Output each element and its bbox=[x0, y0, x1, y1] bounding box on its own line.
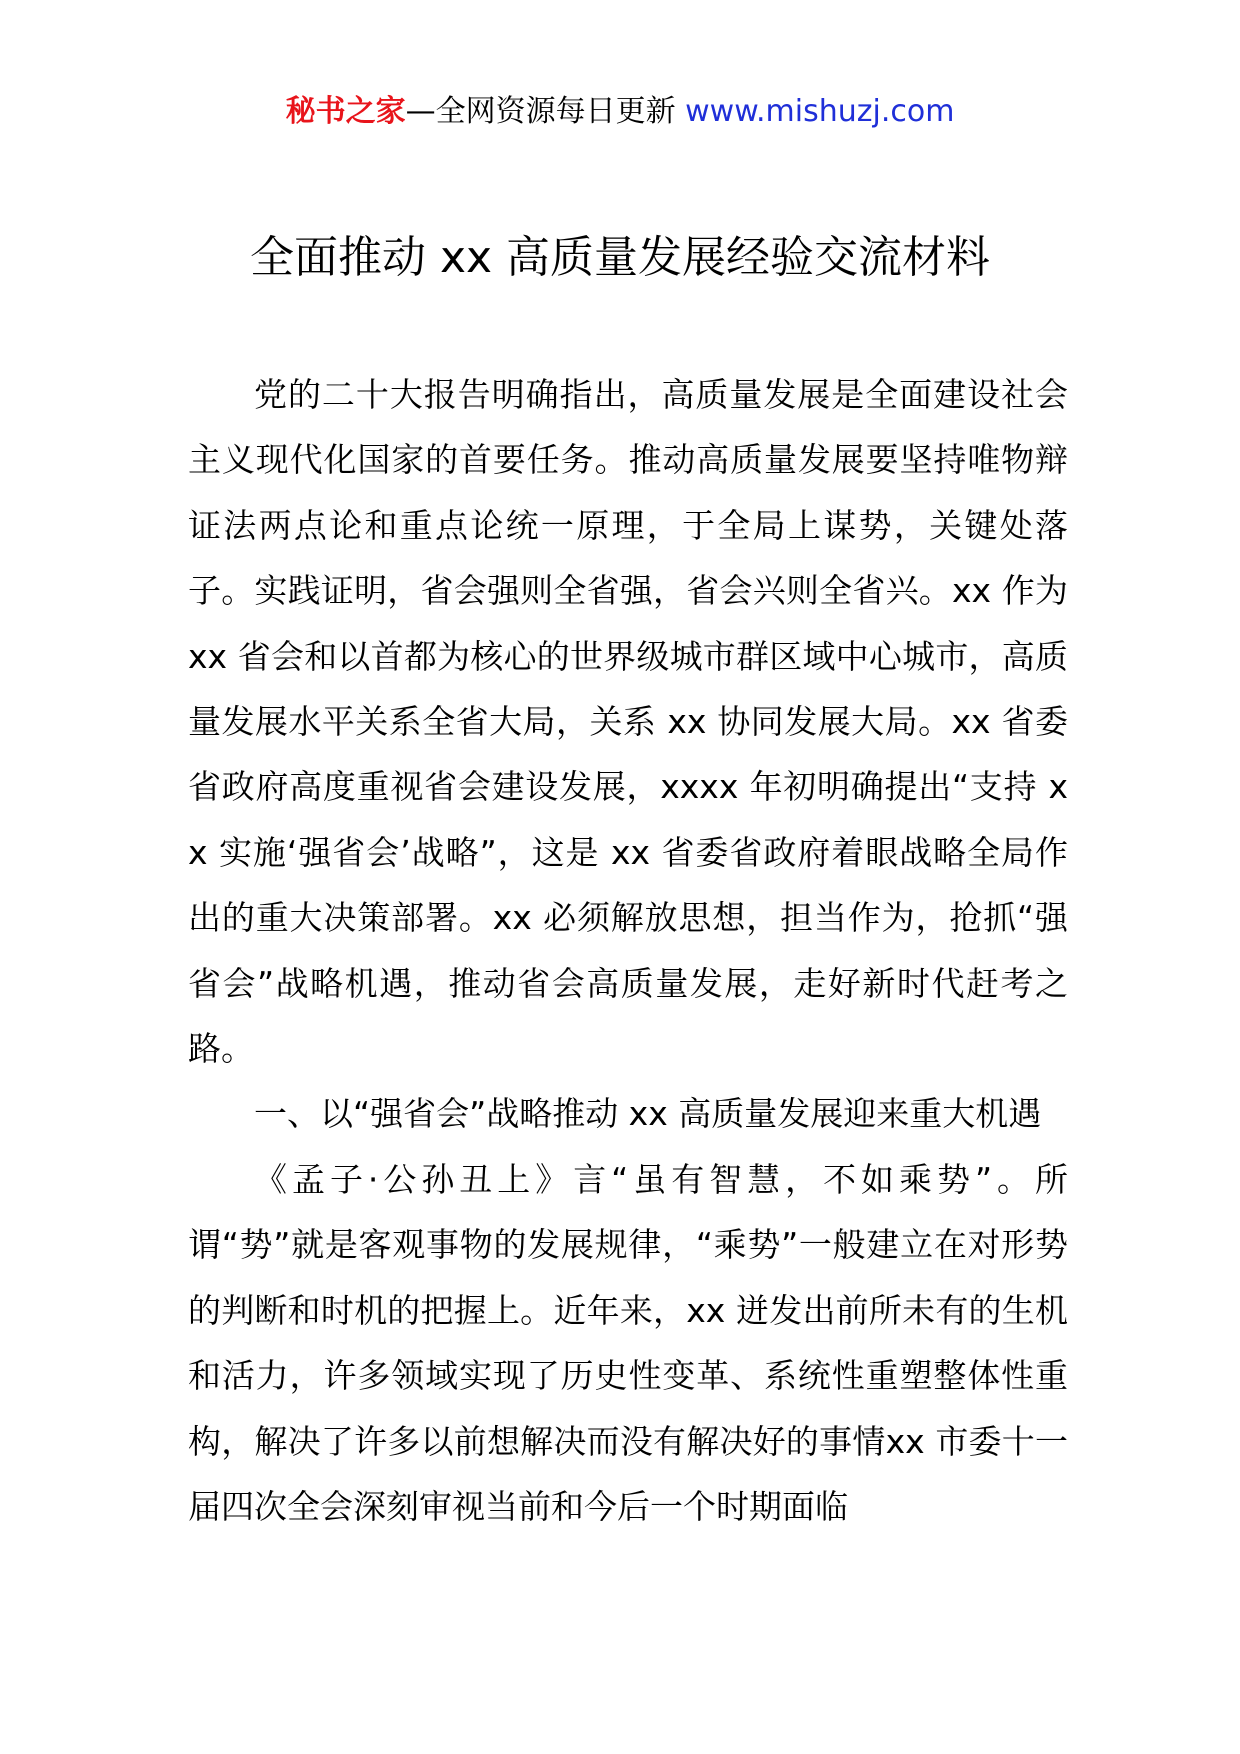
body-paragraph: 党的二十大报告明确指出，高质量发展是全面建设社会主义现代化国家的首要任务。推动高质量发展要坚持唯物辩证法两点论和重点论统一原理，于全局上谋势，关键处落子。实践证明，省会强则全省强，省会兴则全省兴。xx 作为 xx 省会和以首都为核心的世界级城市群区域中心城市，高质量发展水平关系全省大局，关系 xx 协同发展大局。xx 省委省政府高度重视省会建设发展，xxxx 年初明确提出“支持 xx 实施‘强省会’战略”，这是 xx 省委省政府着眼战略全局作出的重大决策部署。xx 必须解放思想，担当作为，抢抓“强省会”战略机遇，推动省会高质量发展，走好新时代赶考之路。 bbox=[188, 375, 1068, 1069]
site-brand: 秘书之家 bbox=[285, 94, 406, 129]
site-tagline: —全网资源每日更新 bbox=[405, 94, 686, 129]
body-paragraph: 《孟子·公孙丑上》言“虽有智慧，不如乘势”。所谓“势”就是客观事物的发展规律，“乘势”一般建立在对形势的判断和时机的把握上。近年来，xx 迸发出前所未有的生机和活力，许多领域实现了历史性变革、系统性重塑整体性重构，解决了许多以前想解决而没有解决好的事情xx 市委十一届四次全会深刻审视当前和今后一个时期面临 bbox=[188, 1159, 1068, 1526]
document-title: 全面推动 xx 高质量发展经验交流材料 bbox=[249, 232, 991, 283]
site-header bbox=[0, 92, 1240, 132]
site-url-link[interactable]: www.mishuzj.com bbox=[685, 94, 955, 129]
document-body bbox=[188, 362, 1068, 1539]
section-heading: 一、以“强省会”战略推动 xx 高质量发展迎来重大机遇 bbox=[254, 1094, 1042, 1134]
